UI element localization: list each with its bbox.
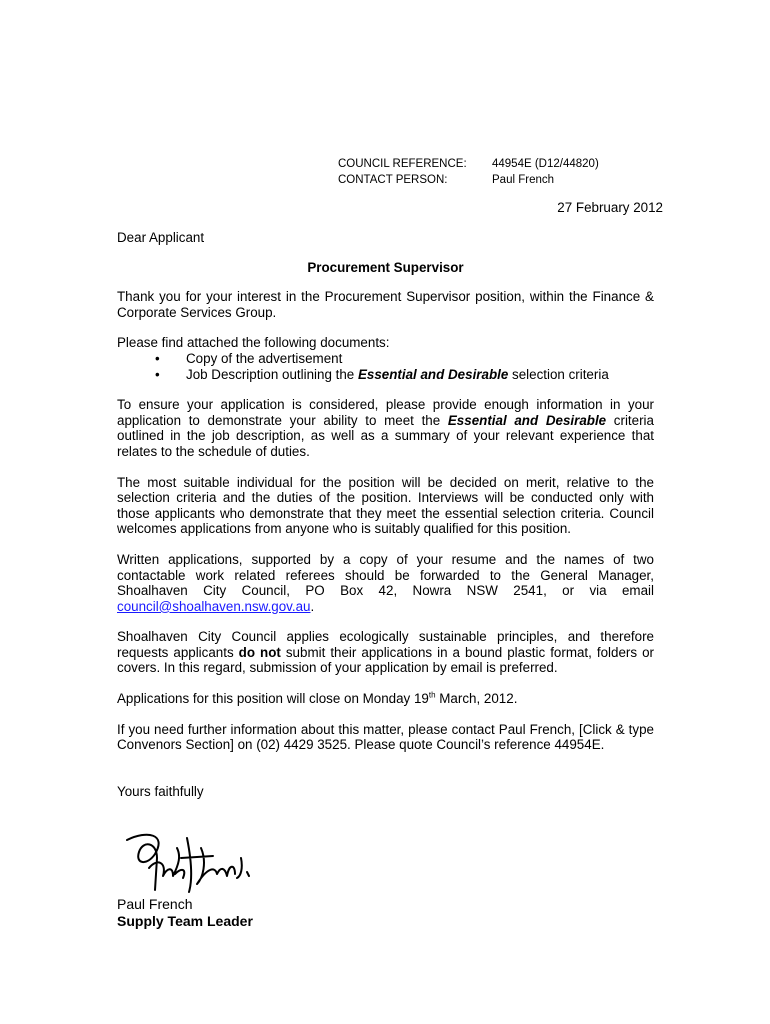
paragraph-text: . bbox=[310, 598, 315, 614]
paragraph-text: Written applications, supported by a copy of your resume and the names of two contactable work related referees should be forwarded to the General Manager, Shoalhaven City Council, PO Box 42, Nowra NSW 2541, or via email bbox=[117, 551, 654, 599]
council-reference-value: 44954E (D12/44820) bbox=[492, 158, 599, 170]
salutation: Dear Applicant bbox=[117, 230, 205, 245]
letter-body bbox=[117, 230, 654, 799]
signature-image bbox=[117, 828, 277, 894]
paragraph-text: To ensure your application is considered, please provide enough information in your application to demonstrate your ability to meet the bbox=[117, 397, 654, 428]
paragraph-contact: If you need further information about this matter, please contact Paul French, [Click & type Convenors Section] on (02) 4429 3525. Please quote Council’s reference 44954E. bbox=[117, 721, 654, 753]
bullet-icon: • bbox=[155, 366, 160, 382]
subject-heading: Procurement Supervisor bbox=[307, 259, 464, 275]
ordinal-suffix: th bbox=[428, 690, 436, 700]
paragraph-documents-intro: Please find attached the following documents: bbox=[117, 335, 390, 351]
emphasis-text: Essential and Desirable bbox=[357, 366, 509, 382]
contact-person-row bbox=[338, 172, 599, 188]
list-item-text: Copy of the advertisement bbox=[186, 350, 343, 366]
paragraph-text: submit their applications in a bound plastic format, folders or covers. In this regard, submission of your application by email is preferred. bbox=[117, 644, 654, 676]
email-link[interactable]: council@shoalhaven.nsw.gov.au bbox=[117, 598, 311, 614]
paragraph-text: March, 2012. bbox=[435, 691, 518, 707]
paragraph-text: Applications for this position will close on Monday 19 bbox=[117, 691, 429, 707]
list-item-text: selection criteria bbox=[508, 366, 609, 382]
paragraph-interest: Thank you for your interest in the Procurement Supervisor position, within the Finance & Corporate Services Group. bbox=[117, 289, 654, 320]
list-item bbox=[155, 350, 654, 367]
contact-person-value: Paul French bbox=[492, 174, 555, 186]
paragraph-application bbox=[117, 397, 654, 459]
bullet-icon: • bbox=[155, 350, 160, 366]
signatory-title: Supply Team Leader bbox=[117, 913, 253, 929]
signatory-name: Paul French bbox=[117, 896, 193, 912]
paragraph-closing-date bbox=[117, 691, 654, 707]
bold-text: do not bbox=[238, 644, 281, 660]
reference-block bbox=[338, 156, 599, 188]
paragraph-written-applications bbox=[117, 552, 654, 614]
council-reference-label: COUNCIL REFERENCE: bbox=[338, 158, 467, 170]
paragraph-sustainability bbox=[117, 629, 654, 676]
council-reference-row bbox=[338, 156, 599, 172]
signatory-block bbox=[117, 896, 253, 930]
paragraph-text: Shoalhaven City Council applies ecologically sustainable principles, and therefore requests applicants bbox=[117, 629, 654, 660]
paragraph-merit: The most suitable individual for the position will be decided on merit, relative to the selection criteria and the duties of the position. Interviews will be conducted only with those applicants who demonstrate that they meet the essential selection criteria. Council welcomes applications from anyone who is suitably qualified for this position. bbox=[117, 474, 654, 537]
contact-person-label: CONTACT PERSON: bbox=[338, 174, 448, 186]
documents-list bbox=[117, 351, 654, 382]
emphasis-text: Essential and Desirable bbox=[447, 412, 607, 428]
closing: Yours faithfully bbox=[117, 783, 204, 799]
letter-date: 27 February 2012 bbox=[557, 200, 663, 215]
list-item-text: Job Description outlining the bbox=[186, 366, 358, 382]
paragraph-text: criteria outlined in the job description, as well as a summary of your relevant experience that relates to the schedule of duties. bbox=[117, 412, 654, 459]
list-item bbox=[155, 366, 654, 383]
